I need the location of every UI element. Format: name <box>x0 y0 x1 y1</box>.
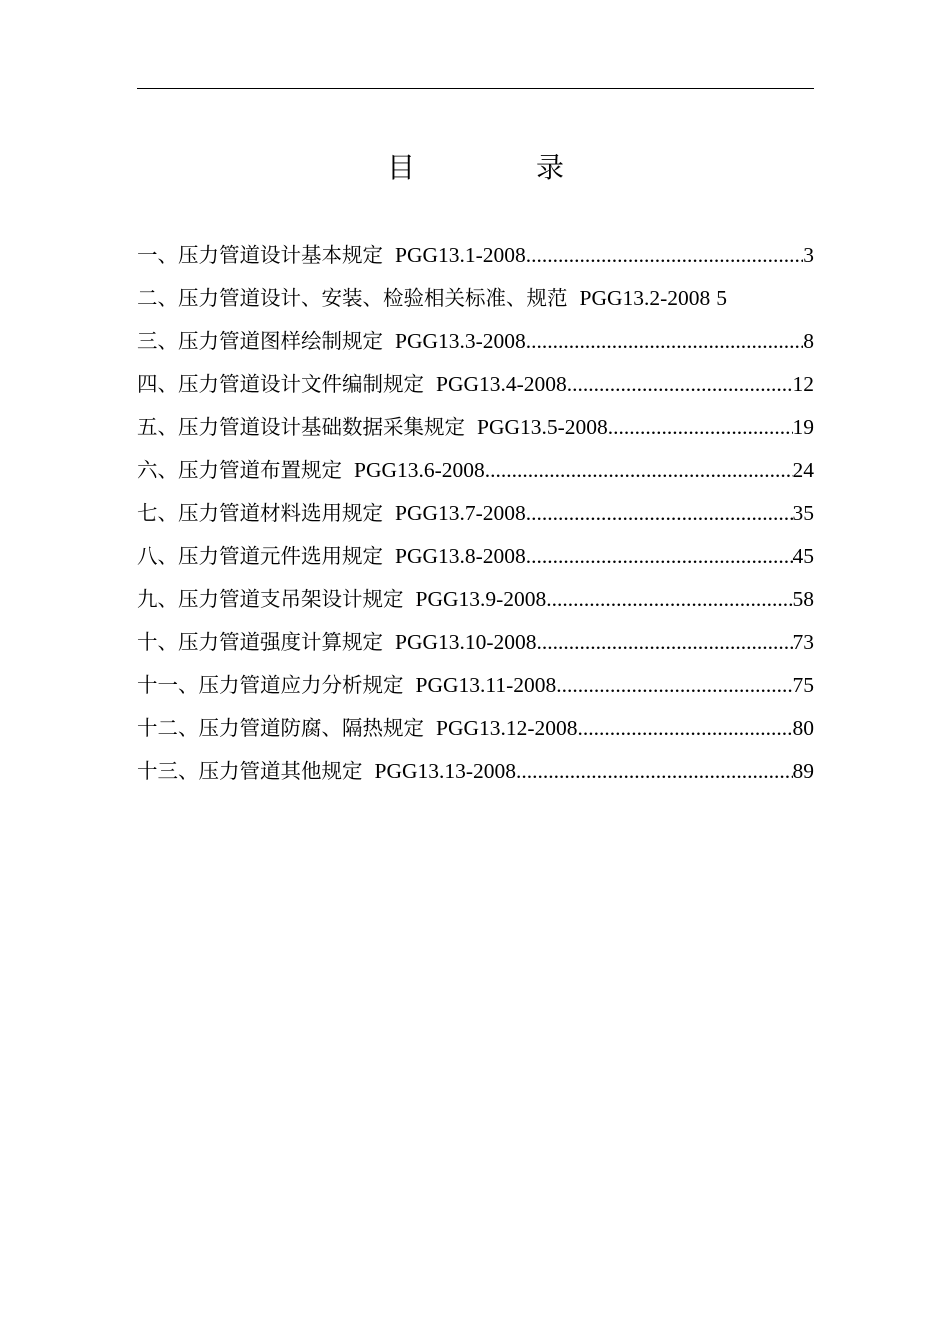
toc-leader-dots <box>526 496 793 530</box>
toc-entry-page: 58 <box>792 587 814 611</box>
toc-entry-label: 五、压力管道设计基础数据采集规定 <box>137 415 465 439</box>
toc-entry-code: PGG13.1-2008 <box>395 243 526 267</box>
toc-entry-label: 四、压力管道设计文件编制规定 <box>137 372 424 396</box>
toc-entry-page: 3 <box>803 243 814 267</box>
toc-leader-dots <box>485 453 793 487</box>
header-rule <box>137 88 814 89</box>
toc-entry-page: 24 <box>792 458 814 482</box>
toc-entry-page: 8 <box>803 329 814 353</box>
toc-leader-dots <box>567 367 793 401</box>
toc-leader-dots <box>578 711 793 745</box>
toc-entry-page: 75 <box>792 673 814 697</box>
toc-entry-code: PGG13.4-2008 <box>436 372 567 396</box>
toc-entry-code: PGG13.12-2008 <box>436 716 578 740</box>
toc-entry[interactable] <box>137 367 814 410</box>
toc-entry-label: 十二、压力管道防腐、隔热规定 <box>137 716 424 740</box>
toc-entry[interactable] <box>137 453 814 496</box>
toc-entry-code: PGG13.7-2008 <box>395 501 526 525</box>
toc-entry-label: 六、压力管道布置规定 <box>137 458 342 482</box>
toc-entry[interactable] <box>137 582 814 625</box>
toc-entry-page: 45 <box>792 544 814 568</box>
toc-leader-dots <box>526 238 803 272</box>
toc-entry-label: 三、压力管道图样绘制规定 <box>137 329 383 353</box>
toc-entry-label: 二、压力管道设计、安装、检验相关标准、规范 <box>137 286 568 310</box>
toc-leader-dots <box>608 410 793 444</box>
page-title: 目 录 <box>387 151 620 184</box>
toc-entry-label: 十三、压力管道其他规定 <box>137 759 363 783</box>
toc-leader-dots <box>526 539 793 573</box>
toc-entry[interactable] <box>137 496 814 539</box>
toc-entry-page: 89 <box>792 759 814 783</box>
toc-entry[interactable] <box>137 539 814 582</box>
toc-entry-page: 5 <box>716 286 728 310</box>
toc-entry-code: PGG13.9-2008 <box>415 587 547 611</box>
toc-entry-page: 12 <box>792 372 814 396</box>
toc-entry[interactable] <box>137 668 814 711</box>
toc-leader-dots <box>556 668 792 702</box>
toc-entry-label: 十一、压力管道应力分析规定 <box>137 673 404 697</box>
toc-entry-page: 80 <box>792 716 814 740</box>
toc-entry-code: PGG13.5-2008 <box>477 415 608 439</box>
toc-entry-code: PGG13.11-2008 <box>415 673 557 697</box>
toc-entry-code: PGG13.8-2008 <box>395 544 526 568</box>
toc-leader-dots <box>546 582 792 616</box>
toc-entry[interactable] <box>137 238 814 281</box>
toc-entry[interactable] <box>137 754 814 797</box>
toc-leader-dots <box>526 324 803 358</box>
toc-entry-code: PGG13.13-2008 <box>374 759 517 783</box>
toc-leader-dots <box>537 625 793 659</box>
toc-entry-label: 八、压力管道元件选用规定 <box>137 544 383 568</box>
toc-entry-label: 一、压力管道设计基本规定 <box>137 243 383 267</box>
toc-entry[interactable] <box>137 625 814 668</box>
toc-leader-dots <box>516 754 792 788</box>
toc-entry[interactable] <box>137 410 814 453</box>
toc-entry-code: PGG13.6-2008 <box>354 458 485 482</box>
toc-entry-label: 九、压力管道支吊架设计规定 <box>137 587 404 611</box>
toc-entry-label: 七、压力管道材料选用规定 <box>137 501 383 525</box>
toc-entry[interactable] <box>137 281 814 324</box>
toc-entry-code: PGG13.3-2008 <box>395 329 526 353</box>
toc-entry-page: 35 <box>792 501 814 525</box>
toc-entry[interactable] <box>137 711 814 754</box>
toc-entry-code: PGG13.2-2008 <box>579 286 711 310</box>
toc-list <box>137 238 814 797</box>
toc-entry-page: 73 <box>792 630 814 654</box>
toc-entry-label: 十、压力管道强度计算规定 <box>137 630 383 654</box>
toc-entry-code: PGG13.10-2008 <box>395 630 537 654</box>
toc-entry[interactable] <box>137 324 814 367</box>
toc-entry-page: 19 <box>792 415 814 439</box>
